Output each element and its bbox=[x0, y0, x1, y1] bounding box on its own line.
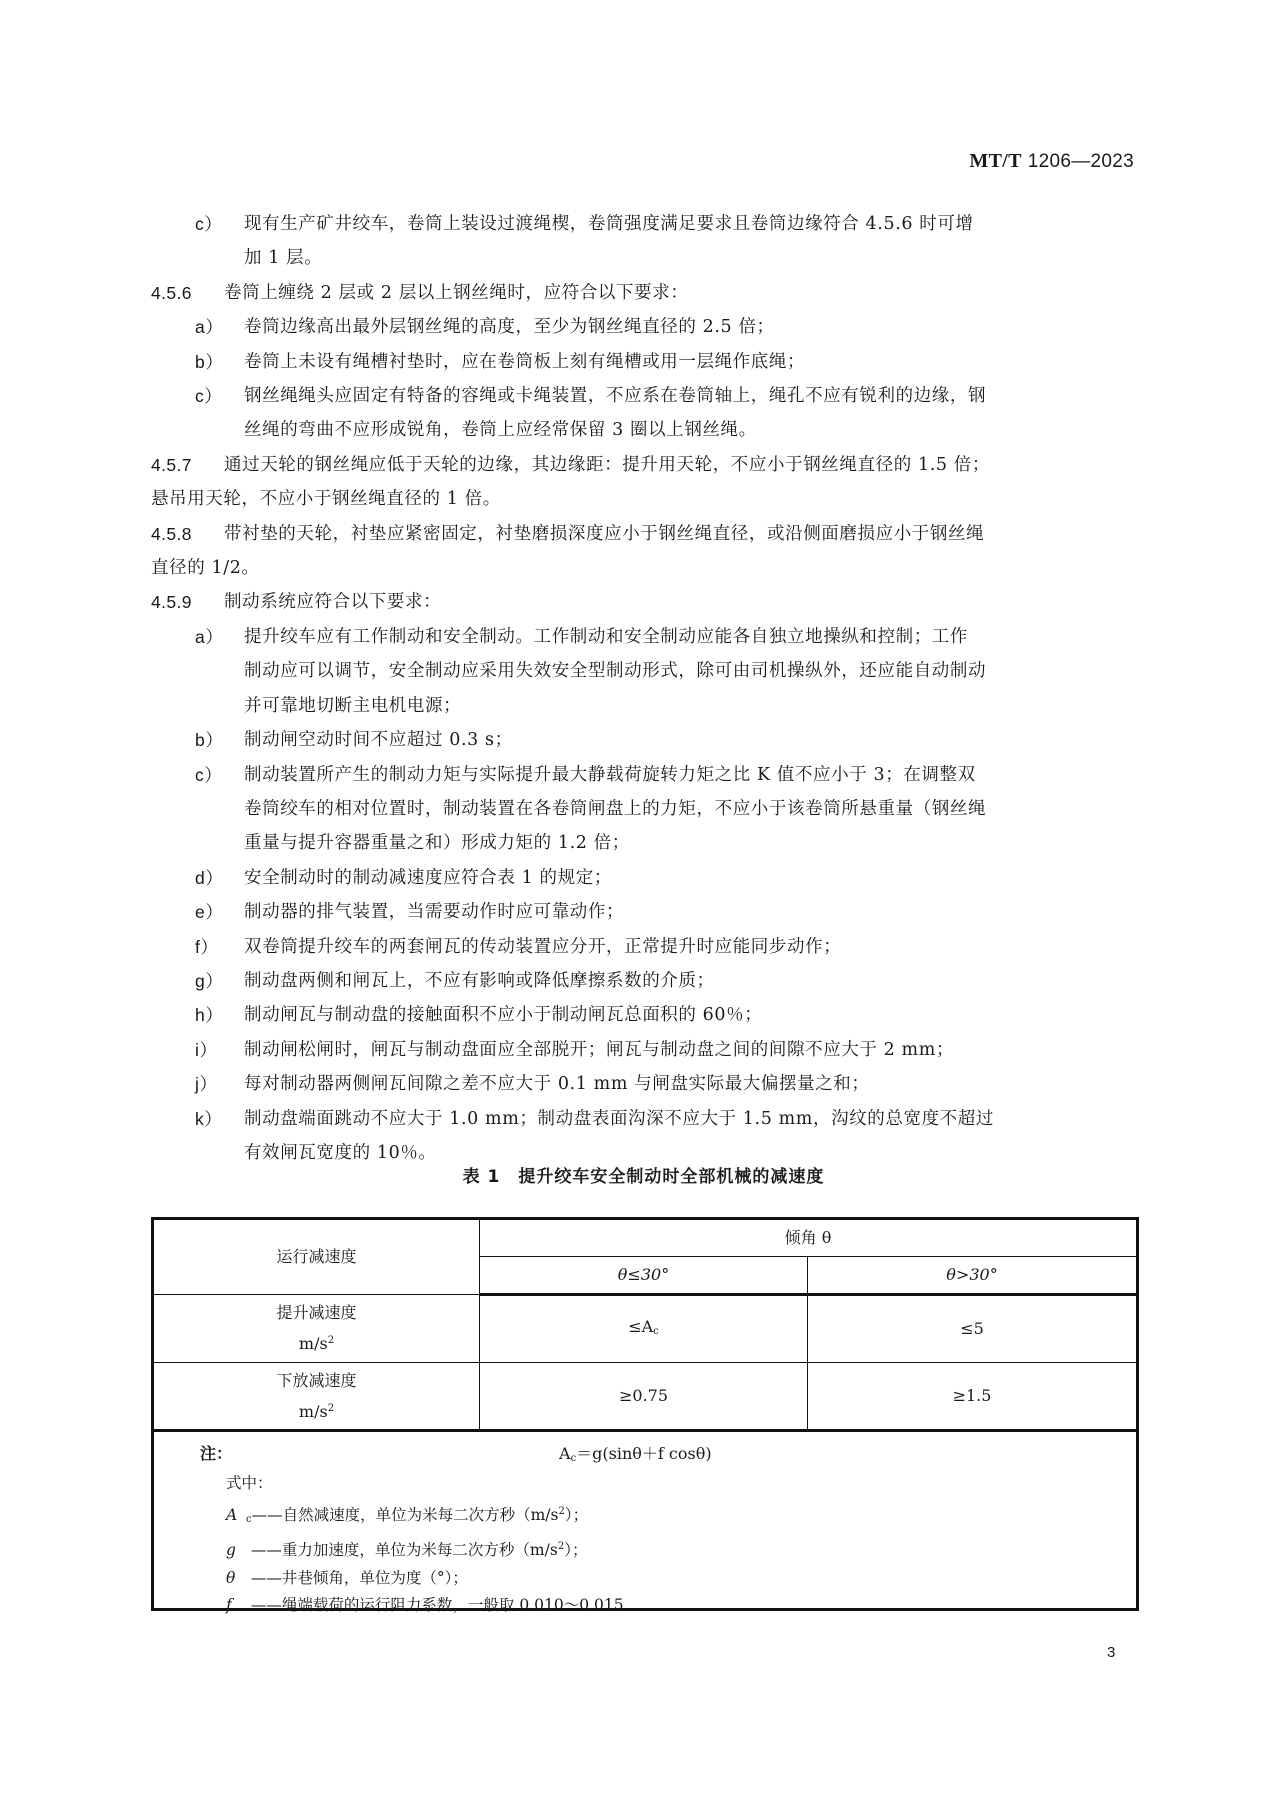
table-cell bbox=[480, 1363, 808, 1431]
item-label: j） bbox=[195, 1074, 218, 1095]
unit-exponent: 2 bbox=[327, 1335, 335, 1346]
item-text: 现有生产矿井绞车，卷筒上装设过渡绳楔，卷筒强度满足要求且卷筒边缘符合 4.5.6 时可增 bbox=[244, 214, 974, 234]
cell-value: ≤A bbox=[628, 1316, 654, 1336]
clause-text: 带衬垫的天轮，衬垫应紧密固定，衬垫磨损深度应小于钢丝绳直径，或沿侧面磨损应小于钢丝绳 bbox=[224, 523, 985, 544]
item-text: 提升绞车应有工作制动和安全制动。工作制动和安全制动应能各自独立地操纵和控制；工作 bbox=[244, 626, 968, 647]
list-item bbox=[151, 1102, 1136, 1136]
row-unit bbox=[154, 1395, 479, 1426]
item-text-continuation: 并可靠地切断主电机电源； bbox=[244, 695, 462, 716]
definition-text: ——井巷倾角，单位为度（°）； bbox=[246, 1568, 468, 1587]
item-text: 双卷筒提升绞车的两套闸瓦的传动装置应分开，正常提升时应能同步动作； bbox=[244, 936, 842, 957]
formula-subscript: c bbox=[570, 1453, 577, 1464]
item-label: c） bbox=[195, 214, 223, 234]
item-text: 制动器的排气装置，当需要动作时应可靠动作； bbox=[244, 902, 625, 923]
item-label: e） bbox=[195, 902, 224, 923]
clause-text-continuation: 直径的 1/2。 bbox=[151, 558, 260, 579]
definition-tail: ）； bbox=[564, 1505, 589, 1524]
clause-text-continuation: 悬吊用天轮，不应小于钢丝绳直径的 1 倍。 bbox=[151, 489, 501, 510]
item-label: c） bbox=[195, 386, 223, 407]
clause-text: 通过天轮的钢丝绳应低于天轮的边缘，其边缘距：提升用天轮，不应小于钢丝绳直径的 1.5 倍； bbox=[224, 454, 990, 475]
item-text: 制动闸瓦与制动盘的接触面积不应小于制动闸瓦总面积的 60％； bbox=[244, 1005, 763, 1026]
item-label: b） bbox=[195, 730, 224, 751]
row-label bbox=[153, 1363, 480, 1431]
table-row bbox=[153, 1363, 1138, 1431]
item-text: 卷筒边缘高出最外层钢丝绳的高度，至少为钢丝绳直径的 2.5 倍； bbox=[244, 317, 775, 338]
item-label: i） bbox=[195, 1039, 218, 1060]
clause-text: 卷筒上缠绕 2 层或 2 层以上钢丝绳时，应符合以下要求： bbox=[224, 282, 689, 303]
list-item bbox=[151, 1067, 1136, 1101]
formula-rest: ＝g(sinθ＋f cosθ) bbox=[576, 1444, 712, 1463]
unit-exponent: 2 bbox=[327, 1402, 335, 1414]
definition-text: ——绳端载荷的运行阻力系数，一般取 0.010～0.015 bbox=[246, 1596, 624, 1614]
item-text-continuation: 加 1 层。 bbox=[244, 248, 323, 269]
cell-value: ≤5 bbox=[960, 1319, 984, 1338]
list-item bbox=[151, 310, 1136, 344]
column-header-text: θ≤30° bbox=[617, 1265, 670, 1284]
list-item bbox=[151, 998, 1136, 1032]
item-label: d） bbox=[195, 867, 224, 888]
item-text: 制动闸空动时间不应超过 0.3 s； bbox=[244, 730, 513, 751]
item-text: 制动盘端面跳动不应大于 1.0 mm；制动盘表面沟深不应大于 1.5 mm，沟纹的总宽度不超过 bbox=[244, 1108, 994, 1129]
table-note bbox=[153, 1431, 1138, 1614]
item-text: 钢丝绳绳头应固定有特备的容绳或卡绳装置，不应系在卷筒轴上，绳孔不应有锐利的边缘，钢 bbox=[244, 386, 987, 407]
cell-value: ≥0.75 bbox=[618, 1386, 669, 1405]
list-item bbox=[151, 930, 1136, 964]
note-where: 式中： bbox=[226, 1474, 273, 1492]
header-group-text: 倾角 θ bbox=[784, 1228, 832, 1247]
note-label: 注： bbox=[200, 1444, 233, 1463]
note-definition bbox=[226, 1533, 624, 1565]
list-item bbox=[151, 379, 1136, 413]
list-item bbox=[151, 861, 1136, 895]
table-cell bbox=[480, 1295, 808, 1363]
item-text: 安全制动时的制动减速度应符合表 1 的规定； bbox=[244, 867, 612, 888]
definition-text: ——自然减速度，单位为米每二次方秒（m/s bbox=[251, 1505, 559, 1524]
table-title: 表 1 提升绞车安全制动时全部机械的减速度 bbox=[462, 1167, 825, 1187]
header-row-label: 运行减速度 bbox=[153, 1219, 480, 1295]
definition-symbol: A bbox=[226, 1505, 238, 1524]
deceleration-table bbox=[151, 1217, 1139, 1614]
definition-symbol: θ bbox=[226, 1568, 236, 1587]
table-cell bbox=[808, 1363, 1138, 1431]
list-item bbox=[151, 723, 1136, 757]
item-text-continuation: 制动应可以调节，安全制动应采用失效安全型制动形式，除可由司机操纵外，还应能自动制动 bbox=[244, 661, 987, 682]
item-text: 制动闸松闸时，闸瓦与制动盘面应全部脱开；闸瓦与制动盘之间的间隙不应大于 2 mm； bbox=[244, 1039, 955, 1060]
clause-4-5-9-items bbox=[151, 620, 1136, 1171]
item-label: f） bbox=[195, 936, 219, 957]
row-label-text: 提升减速度 bbox=[276, 1303, 357, 1322]
clause-number: 4.5.7 bbox=[151, 454, 192, 475]
item-label: k） bbox=[195, 1108, 223, 1129]
row-label bbox=[153, 1295, 480, 1363]
item-text: 制动盘两侧和闸瓦上，不应有影响或降低摩擦系数的介质； bbox=[244, 970, 715, 991]
document-body bbox=[151, 207, 1136, 1170]
standard-code: MT/T bbox=[969, 150, 1022, 172]
column-header bbox=[480, 1257, 808, 1295]
list-item bbox=[151, 758, 1136, 792]
page-number: 3 bbox=[1107, 1644, 1116, 1661]
item-text: 卷筒上未设有绳槽衬垫时，应在卷筒板上刻有绳槽或用一层绳作底绳； bbox=[244, 351, 806, 372]
definition-symbol: f bbox=[226, 1596, 232, 1614]
definition-symbol: g bbox=[226, 1541, 236, 1559]
note-definition bbox=[226, 1498, 624, 1534]
formula-symbol: A bbox=[559, 1444, 571, 1463]
list-item bbox=[151, 345, 1136, 379]
list-item bbox=[151, 1033, 1136, 1067]
definition-text: ——重力加速度，单位为米每二次方秒（m/s bbox=[246, 1541, 558, 1559]
standard-number: 1206—2023 bbox=[1027, 151, 1134, 172]
item-label: a） bbox=[195, 626, 224, 647]
table-row bbox=[153, 1295, 1138, 1363]
row-unit bbox=[154, 1327, 479, 1358]
clause-text: 制动系统应符合以下要求： bbox=[224, 592, 442, 613]
unit-text: m/s bbox=[298, 1334, 328, 1353]
item-text-continuation: 丝绳的弯曲不应形成锐角，卷筒上应经常保留 3 圈以上钢丝绳。 bbox=[244, 420, 757, 441]
definition-exponent: 2 bbox=[558, 1505, 565, 1517]
item-text: 每对制动器两侧闸瓦间隙之差不应大于 0.1 mm 与闸盘实际最大偏摆量之和； bbox=[244, 1074, 870, 1095]
clause-number: 4.5.6 bbox=[151, 282, 192, 303]
item-text-continuation: 重量与提升容器重量之和）形成力矩的 1.2 倍； bbox=[244, 833, 630, 854]
list-item bbox=[151, 620, 1136, 654]
clause-number: 4.5.8 bbox=[151, 523, 192, 544]
clause-number: 4.5.9 bbox=[151, 592, 192, 613]
definition-symbol-subscript: c bbox=[246, 1513, 252, 1525]
note-formula bbox=[559, 1440, 712, 1473]
item-label: g） bbox=[195, 970, 224, 991]
list-item bbox=[151, 895, 1136, 929]
column-header bbox=[808, 1257, 1138, 1295]
cell-value: ≥1.5 bbox=[952, 1386, 992, 1405]
clause-4-5-6 bbox=[151, 276, 1136, 310]
clause-4-5-8 bbox=[151, 517, 1136, 551]
item-label: c） bbox=[195, 764, 223, 785]
table-note-row bbox=[153, 1431, 1138, 1610]
cell-subscript: c bbox=[653, 1325, 659, 1337]
header-group bbox=[480, 1219, 1138, 1257]
item-label: a） bbox=[195, 317, 224, 338]
item-text: 制动装置所产生的制动力矩与实际提升最大静载荷旋转力矩之比 K 值不应小于 3；在调整双 bbox=[244, 764, 976, 785]
list-item bbox=[151, 207, 1136, 241]
clause-4-5-9 bbox=[151, 585, 1136, 619]
item-label: h） bbox=[195, 1005, 224, 1026]
list-item bbox=[151, 964, 1136, 998]
item-text-continuation: 卷筒绞车的相对位置时，制动装置在各卷筒闸盘上的力矩，不应小于该卷筒所悬重量（钢丝绳 bbox=[244, 798, 987, 819]
item-text-continuation: 有效闸瓦宽度的 10％。 bbox=[244, 1142, 437, 1163]
note-definitions bbox=[226, 1470, 624, 1620]
definition-tail: ）； bbox=[564, 1541, 588, 1559]
column-header-text: θ>30° bbox=[946, 1265, 998, 1284]
unit-text: m/s bbox=[298, 1401, 328, 1421]
page-header bbox=[969, 150, 1134, 173]
note-definition bbox=[226, 1565, 624, 1593]
clause-4-5-7 bbox=[151, 448, 1136, 482]
item-label: b） bbox=[195, 351, 224, 372]
note-definition bbox=[226, 1592, 624, 1620]
definition-exponent: 2 bbox=[557, 1541, 565, 1552]
row-label-text: 下放减速度 bbox=[276, 1370, 357, 1390]
table-cell bbox=[808, 1295, 1138, 1363]
